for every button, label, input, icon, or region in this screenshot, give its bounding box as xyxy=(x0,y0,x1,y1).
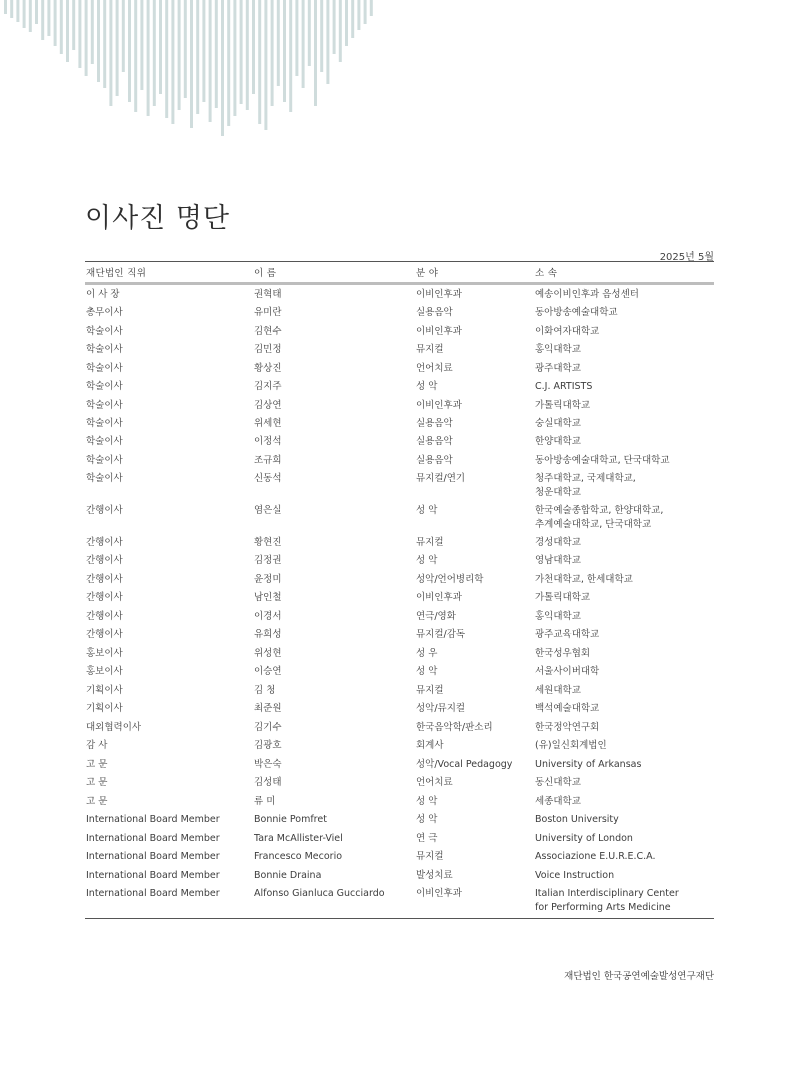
cell-name: Bonnie Pomfret xyxy=(254,814,327,826)
cell-position: 학술이사 xyxy=(86,381,123,393)
cell-field: 뮤지컬 xyxy=(416,684,444,696)
board-roster-table xyxy=(85,261,714,919)
table-row xyxy=(85,681,714,699)
cell-name: 권혁태 xyxy=(254,288,282,300)
cell-affiliation xyxy=(534,552,714,570)
cell-affiliation xyxy=(534,284,714,304)
affiliation-line: 한국성우협회 xyxy=(535,647,591,659)
cell-field: 성악/Vocal Pedagogy xyxy=(416,758,513,770)
affiliation-line: (유)일신회계법인 xyxy=(535,740,607,752)
table-row xyxy=(85,663,714,681)
cell-affiliation xyxy=(534,570,714,588)
affiliation-line: 이화여자대학교 xyxy=(535,325,600,337)
cell-name: 황상진 xyxy=(254,362,282,374)
cell-affiliation xyxy=(534,700,714,718)
cell-position: 간행이사 xyxy=(86,610,123,622)
cell-name: 조규희 xyxy=(254,454,282,466)
table-row xyxy=(85,359,714,377)
cell-affiliation xyxy=(534,340,714,358)
cell-name: 유미란 xyxy=(254,307,282,319)
affiliation-line: Boston University xyxy=(535,814,619,826)
table-row xyxy=(85,866,714,884)
cell-affiliation xyxy=(534,377,714,395)
cell-name: 김성태 xyxy=(254,777,282,789)
cell-position: 학술이사 xyxy=(86,473,123,485)
table-row xyxy=(85,502,714,534)
cell-name: 김 청 xyxy=(254,684,276,696)
table-row xyxy=(85,811,714,829)
affiliation-line: University of Arkansas xyxy=(535,758,642,770)
cell-name: 염은실 xyxy=(254,505,282,517)
cell-affiliation xyxy=(534,470,714,502)
cell-affiliation xyxy=(534,866,714,884)
cell-position: 고 문 xyxy=(86,777,108,789)
cell-field: 이비인후과 xyxy=(415,885,534,919)
cell-field: 성 악 xyxy=(416,814,438,826)
cell-name: 위성현 xyxy=(254,647,282,659)
table-row xyxy=(85,626,714,644)
cell-affiliation xyxy=(534,718,714,736)
cell-field: 뮤지컬/연기 xyxy=(416,473,466,485)
table-row xyxy=(85,737,714,755)
cell-position: 학술이사 xyxy=(86,325,123,337)
cell-name: 신동석 xyxy=(254,473,282,485)
cell-field: 성 악 xyxy=(416,555,438,567)
table-row xyxy=(85,570,714,588)
cell-field: 연 극 xyxy=(416,832,438,844)
cell-field: 실용음악 xyxy=(416,436,453,448)
cell-field: 언어치료 xyxy=(416,362,453,374)
affiliation-line: 가천대학교, 한세대학교 xyxy=(535,573,633,585)
cell-affiliation xyxy=(534,663,714,681)
cell-field: 연극/영화 xyxy=(416,610,456,622)
cell-affiliation xyxy=(534,607,714,625)
cell-position: 대외협력이사 xyxy=(86,721,142,733)
cell-name: 박은숙 xyxy=(254,758,282,770)
cell-name: 이경서 xyxy=(254,610,282,622)
waveform-decoration xyxy=(0,0,400,160)
cell-name: 김민정 xyxy=(254,344,282,356)
cell-name: 유희성 xyxy=(254,629,282,641)
cell-field: 이비인후과 xyxy=(416,399,462,411)
affiliation-line: 청주대학교, 국제대학교, xyxy=(535,473,636,485)
affiliation-line: University of London xyxy=(535,832,633,844)
cell-field: 뮤지컬 xyxy=(416,851,444,863)
table-row xyxy=(85,414,714,432)
cell-affiliation xyxy=(534,359,714,377)
cell-field: 이비인후과 xyxy=(416,592,462,604)
cell-affiliation xyxy=(534,737,714,755)
header-affiliation: 소 속 xyxy=(534,262,714,284)
header-position: 재단법인 직위 xyxy=(85,262,253,284)
cell-position: 학술이사 xyxy=(86,399,123,411)
cell-affiliation xyxy=(534,502,714,534)
cell-field: 발성치료 xyxy=(416,869,453,881)
cell-position: International Board Member xyxy=(86,869,220,881)
cell-affiliation xyxy=(534,755,714,773)
table-row xyxy=(85,533,714,551)
table-row xyxy=(85,303,714,321)
cell-position: International Board Member xyxy=(86,814,220,826)
affiliation-line: Italian Interdisciplinary Center xyxy=(535,888,679,900)
cell-position: 기획이사 xyxy=(86,684,123,696)
cell-affiliation xyxy=(534,451,714,469)
cell-affiliation xyxy=(534,885,714,919)
table-row xyxy=(85,322,714,340)
table-row xyxy=(85,607,714,625)
cell-affiliation xyxy=(534,681,714,699)
cell-field: 뮤지컬 xyxy=(416,537,444,548)
cell-name: Francesco Mecorio xyxy=(254,851,343,863)
cell-name: Tara McAllister-Viel xyxy=(254,832,343,844)
cell-affiliation xyxy=(534,433,714,451)
cell-position: 학술이사 xyxy=(86,454,123,466)
cell-position: 학술이사 xyxy=(86,344,123,356)
cell-field: 성 악 xyxy=(416,381,438,393)
cell-field: 뮤지컬 xyxy=(416,344,444,356)
cell-field: 한국음악학/판소리 xyxy=(416,721,493,733)
cell-affiliation xyxy=(534,848,714,866)
affiliation-line: 한양대학교 xyxy=(535,436,581,448)
cell-name: 최준원 xyxy=(254,703,282,715)
cell-field: 회계사 xyxy=(416,740,444,752)
cell-position: International Board Member xyxy=(86,832,220,844)
cell-position: 이 사 장 xyxy=(86,288,120,300)
cell-position: 학술이사 xyxy=(86,362,123,374)
header-name: 이 름 xyxy=(253,262,415,284)
affiliation-line: 가톨릭대학교 xyxy=(535,592,591,604)
cell-field: 성 악 xyxy=(416,505,438,517)
cell-field: 이비인후과 xyxy=(416,325,462,337)
cell-position: 총무이사 xyxy=(86,307,123,319)
affiliation-line: 광주대학교 xyxy=(535,362,581,374)
cell-name: 남인철 xyxy=(254,592,282,604)
table-row xyxy=(85,792,714,810)
table-row xyxy=(85,433,714,451)
cell-affiliation xyxy=(534,774,714,792)
affiliation-line: 영남대학교 xyxy=(535,555,581,567)
cell-position: 고 문 xyxy=(86,795,108,807)
date-label: 2025년 5월 xyxy=(659,252,714,263)
affiliation-line: 홍익대학교 xyxy=(535,344,581,356)
cell-field: 성악/뮤지컬 xyxy=(416,703,466,715)
cell-position: 학술이사 xyxy=(86,436,123,448)
table-row xyxy=(85,700,714,718)
cell-affiliation xyxy=(534,829,714,847)
affiliation-line: C.J. ARTISTS xyxy=(535,381,593,393)
cell-position: International Board Member xyxy=(86,851,220,863)
affiliation-line: 세종대학교 xyxy=(535,795,581,807)
header-field: 분 야 xyxy=(415,262,534,284)
cell-name: 김기수 xyxy=(254,721,282,733)
page-title: 이사진 명단 xyxy=(85,203,230,234)
cell-position: 간행이사 xyxy=(86,505,123,517)
cell-name: 윤정미 xyxy=(254,573,282,585)
affiliation-line: Associazione E.U.R.E.C.A. xyxy=(535,851,656,863)
table-row xyxy=(85,552,714,570)
cell-field: 성 우 xyxy=(416,647,438,659)
affiliation-line: 동신대학교 xyxy=(535,777,581,789)
affiliation-line: 청운대학교 xyxy=(535,486,581,498)
table-row xyxy=(85,451,714,469)
cell-name: 황현진 xyxy=(254,537,282,548)
cell-affiliation xyxy=(534,589,714,607)
cell-name: 김지주 xyxy=(254,381,282,393)
cell-affiliation xyxy=(534,414,714,432)
cell-position: 간행이사 xyxy=(86,592,123,604)
cell-affiliation xyxy=(534,533,714,551)
cell-name: 위세현 xyxy=(254,417,282,429)
table-row xyxy=(85,774,714,792)
table-row xyxy=(85,589,714,607)
cell-field: 실용음악 xyxy=(416,307,453,319)
cell-position: 학술이사 xyxy=(86,417,123,429)
affiliation-line: 숭실대학교 xyxy=(535,417,581,429)
affiliation-line: 동아방송예술대학교 xyxy=(535,307,618,319)
affiliation-line: 동아방송예술대학교, 단국대학교 xyxy=(535,454,670,466)
cell-affiliation xyxy=(534,811,714,829)
cell-field: 성 악 xyxy=(416,666,438,678)
table-row xyxy=(85,885,714,919)
table-row xyxy=(85,377,714,395)
cell-position: 홍보이사 xyxy=(86,666,123,678)
cell-field: 뮤지컬/감독 xyxy=(416,629,466,641)
affiliation-line: Voice Instruction xyxy=(535,869,615,881)
table-row xyxy=(85,848,714,866)
cell-name: 이승연 xyxy=(254,666,282,678)
affiliation-line: 예송이비인후과 음성센터 xyxy=(535,288,639,300)
cell-position: 간행이사 xyxy=(86,629,123,641)
table-row xyxy=(85,644,714,662)
cell-field: 이비인후과 xyxy=(416,288,462,300)
cell-name: 김상연 xyxy=(254,399,282,411)
table-row xyxy=(85,396,714,414)
table-row xyxy=(85,755,714,773)
table-row xyxy=(85,340,714,358)
affiliation-line: 한국정악연구회 xyxy=(535,721,600,733)
affiliation-line: 추계예술대학교, 단국대학교 xyxy=(535,518,652,530)
cell-affiliation xyxy=(534,792,714,810)
cell-field: 실용음악 xyxy=(416,454,453,466)
cell-position: 간행이사 xyxy=(86,555,123,567)
cell-affiliation xyxy=(534,303,714,321)
cell-field: 언어치료 xyxy=(416,777,453,789)
cell-affiliation xyxy=(534,644,714,662)
table-row xyxy=(85,284,714,304)
cell-position: 간행이사 xyxy=(86,573,123,585)
affiliation-line: 서울사이버대학 xyxy=(535,666,600,678)
affiliation-line: 세원대학교 xyxy=(535,684,581,696)
affiliation-line: 홍익대학교 xyxy=(535,610,581,622)
cell-position: International Board Member xyxy=(85,885,253,919)
cell-affiliation xyxy=(534,396,714,414)
cell-affiliation xyxy=(534,626,714,644)
cell-position: 기획이사 xyxy=(86,703,123,715)
cell-name: 류 미 xyxy=(254,795,276,807)
cell-name: 김현수 xyxy=(254,325,282,337)
affiliation-line: 한국예술종합학교, 한양대학교, xyxy=(535,505,664,517)
cell-name: 김정권 xyxy=(254,555,282,567)
cell-name: 김광호 xyxy=(254,740,282,752)
cell-name: Alfonso Gianluca Gucciardo xyxy=(253,885,415,919)
cell-position: 감 사 xyxy=(86,740,108,752)
affiliation-line: 광주교육대학교 xyxy=(535,629,600,641)
affiliation-line: 백석예술대학교 xyxy=(535,703,600,715)
table-row xyxy=(85,718,714,736)
affiliation-line: for Performing Arts Medicine xyxy=(535,901,671,913)
cell-name: 이정석 xyxy=(254,436,282,448)
cell-position: 간행이사 xyxy=(86,537,123,548)
table-row xyxy=(85,829,714,847)
cell-affiliation xyxy=(534,322,714,340)
cell-position: 고 문 xyxy=(86,758,108,770)
cell-field: 성 악 xyxy=(416,795,438,807)
cell-name: Bonnie Draina xyxy=(254,869,322,881)
cell-field: 실용음악 xyxy=(416,417,453,429)
cell-position: 홍보이사 xyxy=(86,647,123,659)
affiliation-line: 가톨릭대학교 xyxy=(535,399,591,411)
affiliation-line: 경성대학교 xyxy=(535,537,581,548)
foundation-name-footer: 재단법인 한국공연예술발성연구재단 xyxy=(564,971,714,982)
cell-field: 성악/언어병리학 xyxy=(416,573,484,585)
table-header-row xyxy=(85,262,714,284)
table-row xyxy=(85,470,714,502)
